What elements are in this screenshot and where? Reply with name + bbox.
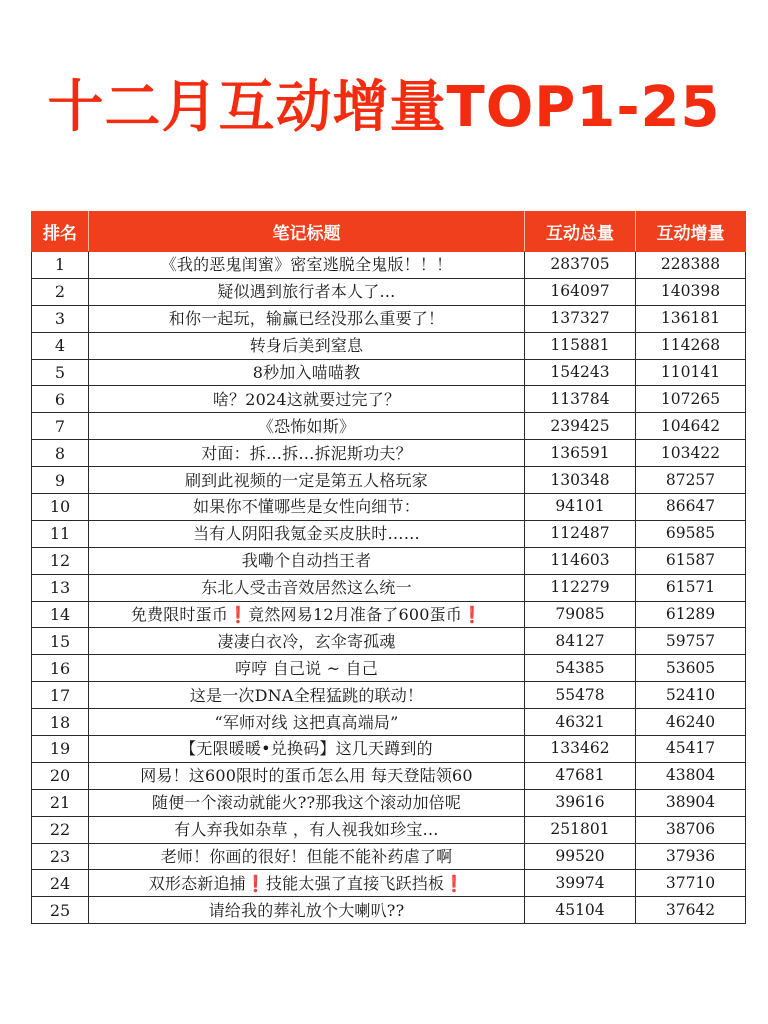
rank-cell: 19 xyxy=(32,736,89,763)
table-row xyxy=(32,843,746,870)
total-interactions-cell: 283705 xyxy=(525,252,636,279)
table-body xyxy=(32,252,746,924)
note-title-cell: 网易！这600限时的蛋币怎么用 每天登陆领60 xyxy=(89,762,525,789)
total-interactions-cell: 99520 xyxy=(525,843,636,870)
interaction-increase-cell: 110141 xyxy=(636,359,746,386)
total-interactions-cell: 113784 xyxy=(525,386,636,413)
note-title-cell: 我嘞个自动挡王者 xyxy=(89,547,525,574)
ranking-table xyxy=(31,211,746,924)
total-interactions-cell: 47681 xyxy=(525,762,636,789)
total-interactions-cell: 112279 xyxy=(525,574,636,601)
rank-cell: 7 xyxy=(32,413,89,440)
total-interactions-cell: 136591 xyxy=(525,440,636,467)
table-header-row xyxy=(32,212,746,252)
table-row xyxy=(32,305,746,332)
rank-cell: 16 xyxy=(32,655,89,682)
interaction-increase-cell: 52410 xyxy=(636,682,746,709)
rank-cell: 17 xyxy=(32,682,89,709)
rank-cell: 5 xyxy=(32,359,89,386)
interaction-increase-cell: 59757 xyxy=(636,628,746,655)
table-row xyxy=(32,789,746,816)
rank-cell: 14 xyxy=(32,601,89,628)
interaction-increase-cell: 53605 xyxy=(636,655,746,682)
rank-cell: 3 xyxy=(32,305,89,332)
note-title-cell: 有人弃我如杂草 ，有人视我如珍宝… xyxy=(89,816,525,843)
note-title-cell: 《我的恶鬼闺蜜》密室逃脱全鬼版！！！ xyxy=(89,252,525,279)
note-title-cell: 《恐怖如斯》 xyxy=(89,413,525,440)
note-title-cell: 免费限时蛋币❗️竟然网易12月准备了600蛋币❗️ xyxy=(89,601,525,628)
note-title-cell: 哼哼 自己说 ~ 自己 xyxy=(89,655,525,682)
interaction-increase-cell: 37710 xyxy=(636,870,746,897)
table-row xyxy=(32,252,746,279)
total-interactions-cell: 114603 xyxy=(525,547,636,574)
interaction-increase-cell: 87257 xyxy=(636,467,746,494)
interaction-increase-cell: 69585 xyxy=(636,520,746,547)
rank-cell: 1 xyxy=(32,252,89,279)
table-row xyxy=(32,467,746,494)
total-interactions-cell: 154243 xyxy=(525,359,636,386)
interaction-increase-cell: 140398 xyxy=(636,278,746,305)
rank-cell: 9 xyxy=(32,467,89,494)
note-title-cell: 刷到此视频的一定是第五人格玩家 xyxy=(89,467,525,494)
interaction-increase-cell: 38706 xyxy=(636,816,746,843)
total-interactions-cell: 55478 xyxy=(525,682,636,709)
note-title-cell: 随便一个滚动就能火??那我这个滚动加倍呢 xyxy=(89,789,525,816)
table-row xyxy=(32,655,746,682)
rank-cell: 10 xyxy=(32,494,89,521)
note-title-cell: 疑似遇到旅行者本人了… xyxy=(89,278,525,305)
page-title: 十二月互动增量TOP1-25 xyxy=(47,75,721,140)
rank-cell: 8 xyxy=(32,440,89,467)
table-row xyxy=(32,520,746,547)
total-interactions-cell: 112487 xyxy=(525,520,636,547)
total-interactions-cell: 130348 xyxy=(525,467,636,494)
interaction-increase-cell: 228388 xyxy=(636,252,746,279)
interaction-increase-cell: 37936 xyxy=(636,843,746,870)
column-header-rank: 排名 xyxy=(32,212,89,252)
interaction-increase-cell: 107265 xyxy=(636,386,746,413)
rank-cell: 20 xyxy=(32,762,89,789)
table-row xyxy=(32,386,746,413)
rank-cell: 22 xyxy=(32,816,89,843)
table-row xyxy=(32,682,746,709)
rank-cell: 15 xyxy=(32,628,89,655)
rank-cell: 2 xyxy=(32,278,89,305)
table-row xyxy=(32,897,746,924)
table-row xyxy=(32,870,746,897)
total-interactions-cell: 39616 xyxy=(525,789,636,816)
total-interactions-cell: 94101 xyxy=(525,494,636,521)
note-title-cell: 如果你不懂哪些是女性向细节： xyxy=(89,494,525,521)
table-row xyxy=(32,709,746,736)
table-row xyxy=(32,601,746,628)
note-title-cell: 8秒加入喵喵教 xyxy=(89,359,525,386)
note-title-cell: “军师对线 这把真高端局” xyxy=(89,709,525,736)
table-row xyxy=(32,359,746,386)
table-row xyxy=(32,494,746,521)
column-header-title: 笔记标题 xyxy=(89,212,525,252)
interaction-increase-cell: 43804 xyxy=(636,762,746,789)
table-row xyxy=(32,278,746,305)
total-interactions-cell: 45104 xyxy=(525,897,636,924)
interaction-increase-cell: 61289 xyxy=(636,601,746,628)
total-interactions-cell: 46321 xyxy=(525,709,636,736)
rank-cell: 13 xyxy=(32,574,89,601)
table-row xyxy=(32,440,746,467)
note-title-cell: 这是一次DNA全程猛跳的联动！ xyxy=(89,682,525,709)
column-header-increase: 互动增量 xyxy=(636,212,746,252)
table-row xyxy=(32,816,746,843)
note-title-cell: 【无限暖暖•兑换码】这几天蹲到的 xyxy=(89,736,525,763)
total-interactions-cell: 239425 xyxy=(525,413,636,440)
table-row xyxy=(32,736,746,763)
total-interactions-cell: 54385 xyxy=(525,655,636,682)
total-interactions-cell: 79085 xyxy=(525,601,636,628)
table-row xyxy=(32,762,746,789)
interaction-increase-cell: 61571 xyxy=(636,574,746,601)
note-title-cell: 东北人受击音效居然这么统一 xyxy=(89,574,525,601)
table-row xyxy=(32,574,746,601)
interaction-increase-cell: 136181 xyxy=(636,305,746,332)
note-title-cell: 转身后美到窒息 xyxy=(89,332,525,359)
note-title-cell: 和你一起玩，输赢已经没那么重要了！ xyxy=(89,305,525,332)
note-title-cell: 老师！你画的很好！但能不能补药虐了啊 xyxy=(89,843,525,870)
interaction-increase-cell: 46240 xyxy=(636,709,746,736)
interaction-increase-cell: 38904 xyxy=(636,789,746,816)
rank-cell: 18 xyxy=(32,709,89,736)
rank-cell: 12 xyxy=(32,547,89,574)
rank-cell: 4 xyxy=(32,332,89,359)
interaction-increase-cell: 45417 xyxy=(636,736,746,763)
table-row xyxy=(32,413,746,440)
note-title-cell: 请给我的葬礼放个大喇叭?? xyxy=(89,897,525,924)
rank-cell: 25 xyxy=(32,897,89,924)
rank-cell: 23 xyxy=(32,843,89,870)
note-title-cell: 凄凄白衣冷，玄伞寄孤魂 xyxy=(89,628,525,655)
table-row xyxy=(32,628,746,655)
total-interactions-cell: 39974 xyxy=(525,870,636,897)
rank-cell: 11 xyxy=(32,520,89,547)
total-interactions-cell: 164097 xyxy=(525,278,636,305)
total-interactions-cell: 137327 xyxy=(525,305,636,332)
rank-cell: 6 xyxy=(32,386,89,413)
total-interactions-cell: 84127 xyxy=(525,628,636,655)
table-row xyxy=(32,547,746,574)
interaction-increase-cell: 37642 xyxy=(636,897,746,924)
total-interactions-cell: 133462 xyxy=(525,736,636,763)
total-interactions-cell: 251801 xyxy=(525,816,636,843)
interaction-increase-cell: 61587 xyxy=(636,547,746,574)
interaction-increase-cell: 104642 xyxy=(636,413,746,440)
rank-cell: 24 xyxy=(32,870,89,897)
total-interactions-cell: 115881 xyxy=(525,332,636,359)
rank-cell: 21 xyxy=(32,789,89,816)
table-row xyxy=(32,332,746,359)
note-title-cell: 啥？2024这就要过完了？ xyxy=(89,386,525,413)
note-title-cell: 当有人阴阳我氪金买皮肤时…… xyxy=(89,520,525,547)
note-title-cell: 双形态新追捕❗️技能太强了直接飞跃挡板❗️ xyxy=(89,870,525,897)
note-title-cell: 对面：拆…拆…拆泥斯功夫？ xyxy=(89,440,525,467)
interaction-increase-cell: 86647 xyxy=(636,494,746,521)
column-header-total: 互动总量 xyxy=(525,212,636,252)
interaction-increase-cell: 103422 xyxy=(636,440,746,467)
interaction-increase-cell: 114268 xyxy=(636,332,746,359)
